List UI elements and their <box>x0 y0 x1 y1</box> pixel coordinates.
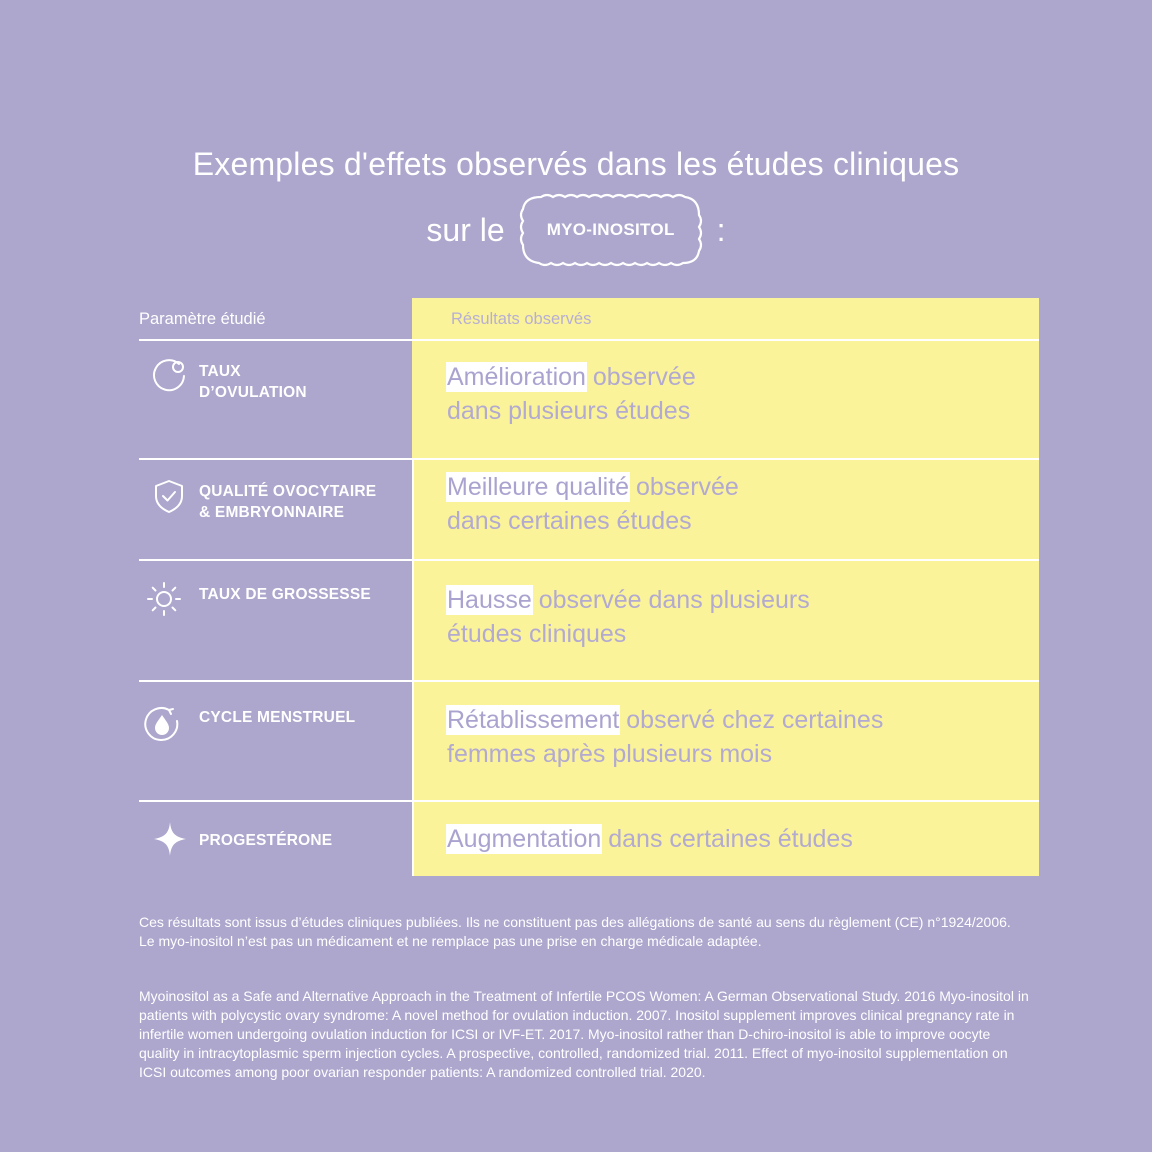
label-line: TAUX DE GROSSESSE <box>199 586 371 603</box>
row-label-quality <box>199 481 404 523</box>
row-label-pregnancy <box>199 584 404 605</box>
label-line: CYCLE MENSTRUEL <box>199 709 356 726</box>
header-results: Résultats observés <box>451 310 592 328</box>
row-label-ovulation <box>199 361 404 403</box>
result-text: femmes après plusieurs mois <box>447 740 773 768</box>
row-label-cycle <box>199 707 404 728</box>
label-line: QUALITÉ OVOCYTAIRE <box>199 483 377 500</box>
title-suffix: : <box>716 211 726 248</box>
result-quality <box>447 470 1027 538</box>
row-divider <box>139 800 1039 802</box>
row-divider <box>139 559 1039 561</box>
result-highlight: Meilleure qualité <box>447 473 630 501</box>
title-prefix: sur le <box>426 211 505 248</box>
result-highlight: Hausse <box>447 586 532 614</box>
shield-check-icon <box>150 477 188 515</box>
ovulation-icon <box>151 357 189 395</box>
label-line: & EMBRYONNAIRE <box>199 504 345 521</box>
page-subtitle <box>0 193 1152 267</box>
result-text: observée <box>629 473 739 501</box>
sun-icon <box>145 580 183 618</box>
label-line: D’OVULATION <box>199 384 307 401</box>
badge-label: MYO-INOSITOL <box>546 220 675 239</box>
result-progesterone <box>447 822 1027 856</box>
result-pregnancy <box>447 583 1027 651</box>
result-text: observée <box>585 363 696 391</box>
label-line: TAUX <box>199 363 241 380</box>
result-text: observé chez certaines <box>619 706 884 734</box>
result-cycle <box>447 703 1027 771</box>
row-label-progesterone <box>199 830 404 851</box>
drop-cycle-icon <box>143 705 181 743</box>
page-title: Exemples d'effets observés dans les études cliniques <box>192 146 960 182</box>
result-text: études cliniques <box>447 620 627 648</box>
result-highlight: Amélioration <box>447 363 586 391</box>
column-divider <box>412 458 414 876</box>
row-divider <box>139 339 1039 341</box>
row-divider <box>139 458 1039 460</box>
result-text: observée dans plusieurs <box>531 586 810 614</box>
references-text: Myoinositol as a Safe and Alternative Approach in the Treatment of Infertile PCOS Women: A German Observational Study. 2016 Myo-inositol in patients with polycystic ovary syndrome: A novel method for ovulation induction. 2007. Inositol supplement improves clinical pregnancy rate in infertile women undergoing ovulation induction for ICSI or IVF-ET. 2017. Myo-inositol rather than D-chiro-inositol is able to improve oocyte quality in intracytoplasmic sperm injection cycles. A prospective, controlled, randomized trial. 2011. Effect of myo-inositol supplementation on ICSI outcomes among poor ovarian responder patients: A randomized controlled trial. 2020. <box>139 988 1029 1080</box>
header-parameter: Paramètre étudié <box>139 310 266 328</box>
disclaimer-text: Ces résultats sont issus d’études cliniques publiées. Ils ne constituent pas des allégations de santé au sens du règlement (CE) n°1924/2006. Le myo-inositol n’est pas un médicament et ne remplace pas une prise en charge médicale adaptée. <box>139 914 1011 949</box>
result-highlight: Rétablissement <box>447 706 620 734</box>
myo-inositol-badge <box>519 193 703 267</box>
result-text: dans certaines études <box>447 507 692 535</box>
sparkle-icon <box>151 820 189 858</box>
label-line: PROGESTÉRONE <box>199 832 333 849</box>
result-text: dans plusieurs études <box>447 397 691 425</box>
result-highlight: Augmentation <box>447 825 602 853</box>
row-divider <box>139 680 1039 682</box>
result-ovulation <box>447 360 1027 428</box>
result-text: dans certaines études <box>601 825 853 853</box>
